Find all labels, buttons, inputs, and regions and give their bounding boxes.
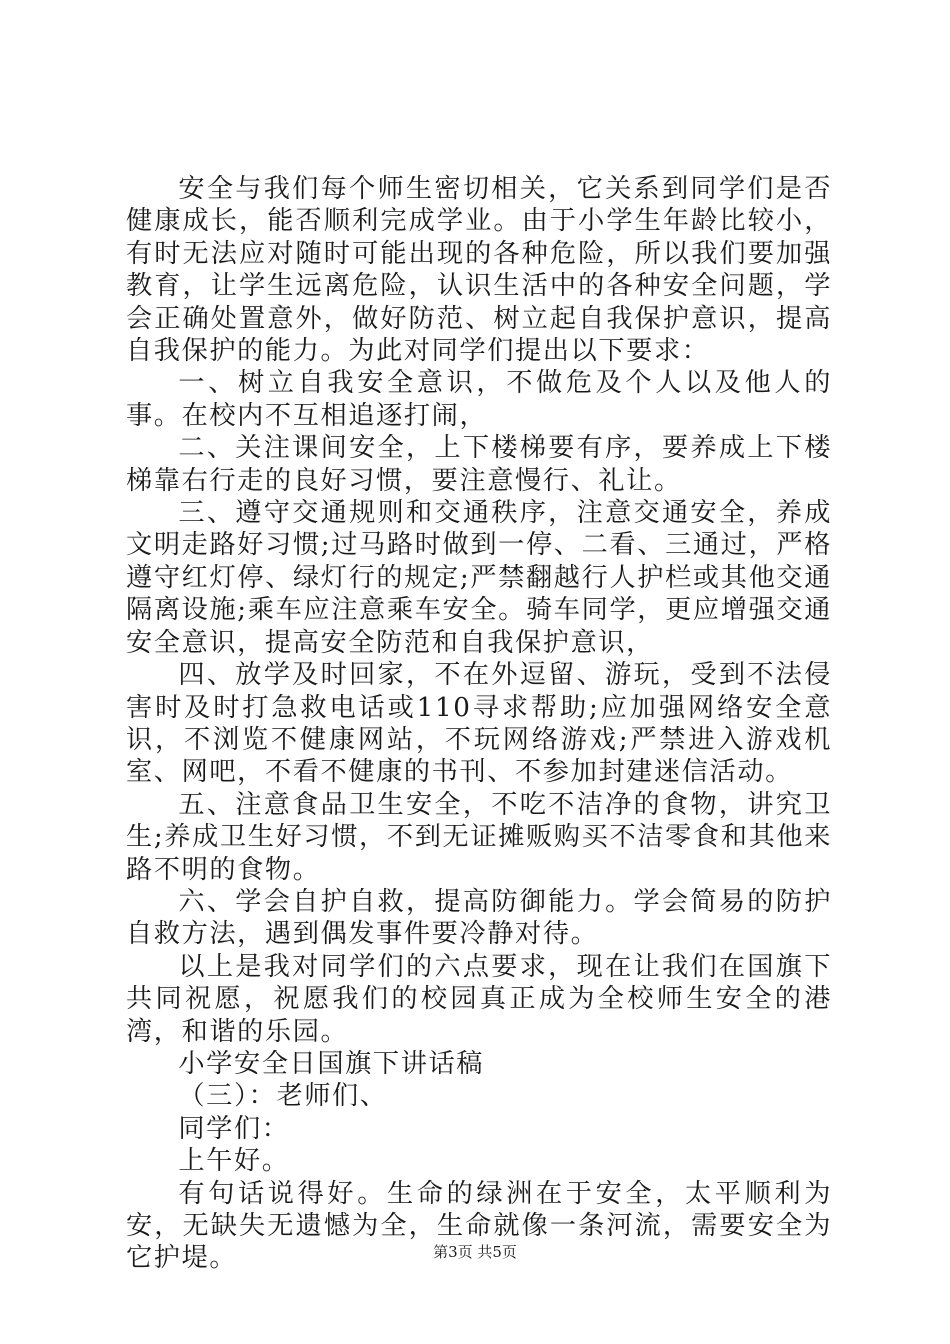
page-number-footer: 第3页 共5页 [433,1243,517,1261]
paragraph-requirement-6: 六、学会自护自救，提高防御能力。学会简易的防护自救方法，遇到偶发事件要冷静对待。 [126,886,832,950]
paragraph-requirement-4: 四、放学及时回家，不在外逗留、游玩，受到不法侵害时及时打急救电话或110寻求帮助;应加强网络安全意识，不浏览不健康网站，不玩网络游戏;严禁进入游戏机室、网吧，不看不健康的书刊、不参加封建迷信活动。 [126,660,832,788]
paragraph-requirement-1: 一、树立自我安全意识，不做危及个人以及他人的事。在校内不互相追逐打闹， [126,368,832,431]
section-subtitle: （三）：老师们、 [178,1081,388,1112]
paragraph-requirement-2: 二、关注课间安全，上下楼梯要有序，要养成上下楼梯靠右行走的良好习惯，要注意慢行、礼让。 [126,433,832,496]
salutation: 同学们： [178,1113,290,1144]
paragraph-intro: 安全与我们每个师生密切相关，它关系到同学们是否健康成长，能否顺利完成学业。由于小学生年龄比较小，有时无法应对随时可能出现的各种危险，所以我们要加强教育，让学生远离危险，认识生活中的各种安全问题，学会正确处置意外，做好防范、树立起自我保护意识，提高自我保护的能力。为此对同学们提出以下要求： [126,174,832,367]
greeting: 上午好。 [178,1146,290,1177]
document-body [126,173,832,1275]
paragraph-speech-opening: 有句话说得好。生命的绿洲在于安全，太平顺利为安，无缺失无遗憾为全，生命就像一条河流，需要安全为它护堤。 [126,1178,832,1274]
paragraph-requirement-5: 五、注意食品卫生安全，不吃不洁净的食物，讲究卫生;养成卫生好习惯，不到无证摊贩购买不洁零食和其他来路不明的食物。 [126,789,832,885]
section-title: 小学安全日国旗下讲话稿 [178,1048,485,1079]
paragraph-closing: 以上是我对同学们的六点要求，现在让我们在国旗下共同祝愿，祝愿我们的校园真正成为全校师生安全的港湾，和谐的乐园。 [126,951,832,1047]
paragraph-requirement-3: 三、遵守交通规则和交通秩序，注意交通安全，养成文明走路好习惯;过马路时做到一停、二看、三通过，严格遵守红灯停、绿灯行的规定;严禁翻越行人护栏或其他交通隔离设施;乘车应注意乘车安全。骑车同学，更应增强交通安全意识，提高安全防范和自我保护意识， [126,498,832,658]
